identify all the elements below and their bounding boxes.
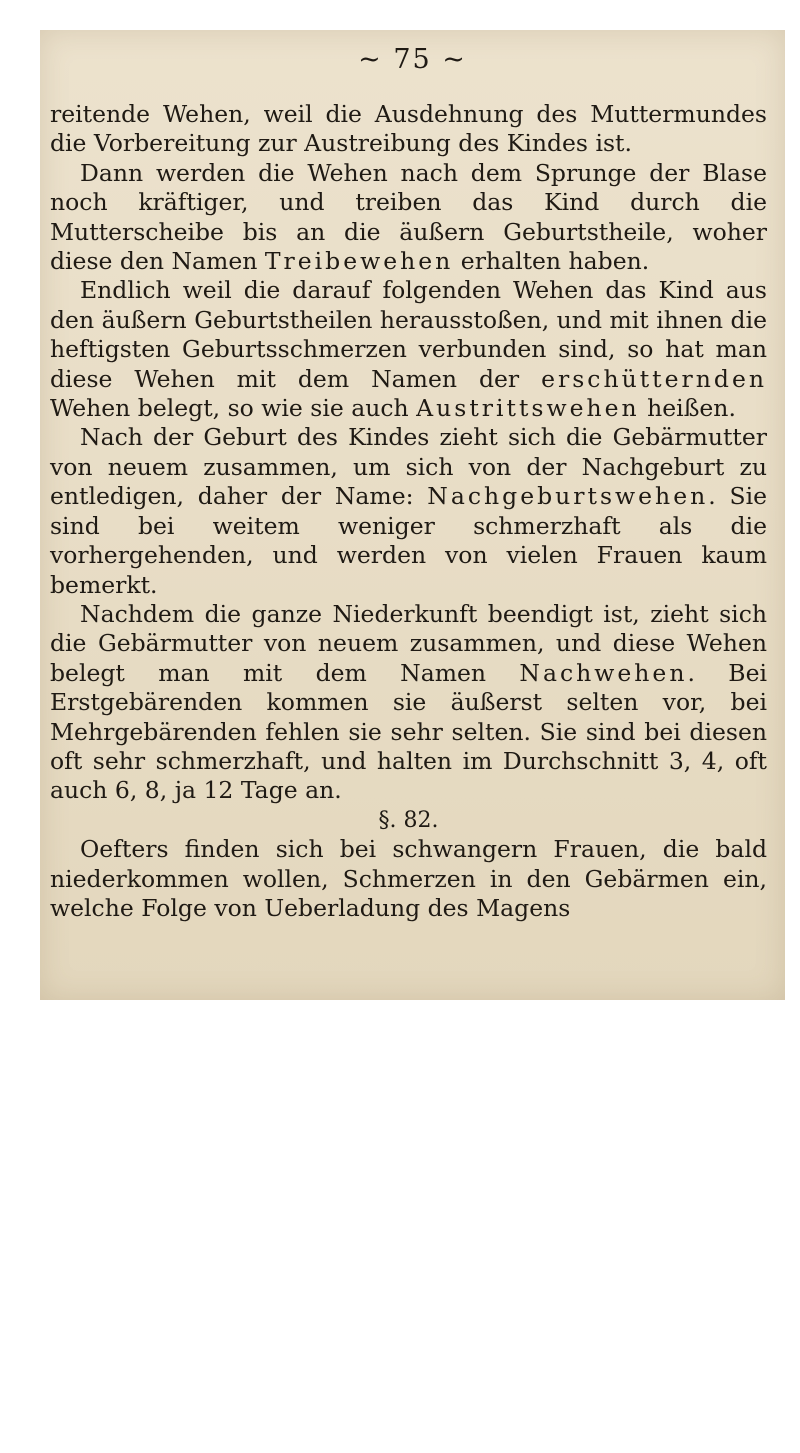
term-nachgeburtswehen: Nachgeburtswehen xyxy=(427,482,709,511)
term-austrittswehen: Austrittswehen xyxy=(416,394,640,423)
paragraph-6: Oefters finden sich bei schwangern Frauen, die bald niederkommen wollen, Schmerzen in den Gebärmen ein, welche Folge von Ueberladung des Magens xyxy=(50,835,767,922)
page-number: ~ 75 ~ xyxy=(358,44,467,75)
paragraph-1: reitende Wehen, weil die Ausdehnung des Muttermundes die Vorbereitung zur Austreibung des Kindes ist. xyxy=(50,100,767,158)
book-page xyxy=(40,30,785,1000)
body-text xyxy=(50,100,767,923)
term-treibewehen: Treibewehen xyxy=(264,247,454,276)
section-heading: §. 82. xyxy=(378,807,439,833)
paragraph-3: Endlich weil die darauf folgenden Wehen das Kind aus den äußern Geburtstheilen herausstoßen, und mit ihnen die heftigsten Geburtsschmerzen verbunden sind, so hat man diese Wehen mit dem Namen der erschütternden Wehen belegt, so wie sie auch Austrittswehen heißen. xyxy=(50,276,767,423)
paragraph-2: Dann werden die Wehen nach dem Sprunge der Blase noch kräftiger, und treiben das Kind durch die Mutterscheibe bis an die äußern Geburtstheile, woher diese den Namen Treibewehen erhalten haben. xyxy=(50,158,767,276)
term-nachwehen: Nachwehen xyxy=(519,658,688,687)
paragraph-5: Nachdem die ganze Niederkunft beendigt ist, zieht sich die Gebärmutter von neuem zusammen, und diese Wehen belegt man mit dem Namen Nachwehen. Bei Erstgebärenden kommen sie äußerst selten vor, bei Mehrgebärenden fehlen sie sehr selten. Sie sind bei diesen oft sehr schmerzhaft, und halten im Durchschnitt 3, 4, oft auch 6, 8, ja 12 Tage an. xyxy=(50,599,767,805)
term-erschuetternden: erschütternden xyxy=(541,364,767,393)
paragraph-4: Nach der Geburt des Kindes zieht sich die Gebärmutter von neuem zusammen, um sich von der Nachgeburt zu entledigen, daher der Name: Nachgeburtswehen. Sie sind bei weitem weniger schmerzhaft als die vorhergehenden, und werden von vielen Frauen kaum bemerkt. xyxy=(50,423,767,599)
